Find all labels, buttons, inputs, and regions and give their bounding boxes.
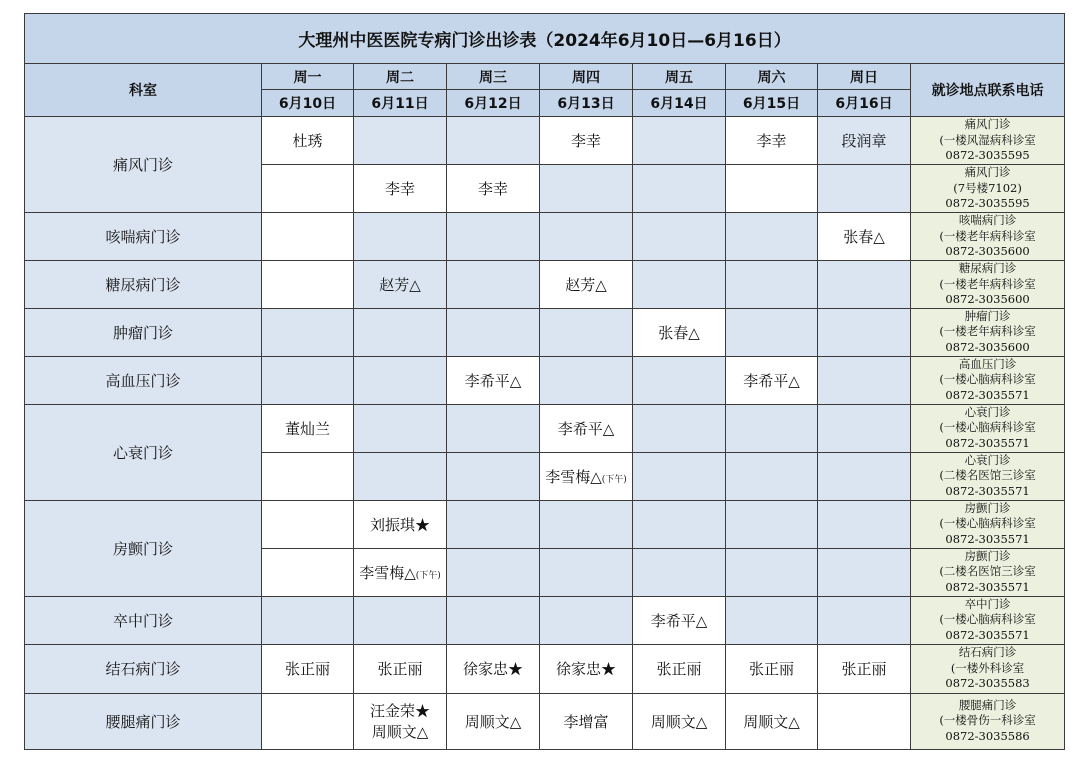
doctor-name: 张春△ (658, 323, 700, 342)
schedule-cell-mon (262, 261, 354, 309)
doctor-name: 张正丽 (748, 660, 794, 678)
schedule-cell-sun (818, 404, 911, 452)
schedule-cell-tue (354, 213, 447, 261)
clinic-name: 心衰门诊 (964, 452, 1011, 467)
clinic-name: 结石病门诊 (958, 645, 1017, 660)
table-row (25, 693, 1065, 749)
schedule-cell-fri (633, 452, 726, 500)
schedule-cell-fri (633, 404, 726, 452)
clinic-name: 腰腿痛门诊 (958, 697, 1017, 712)
department-name: 卒中门诊 (25, 596, 262, 644)
schedule-cell-sat (726, 261, 818, 309)
schedule-cell-sat (726, 693, 818, 749)
schedule-cell-mon (262, 500, 354, 548)
table-row (25, 356, 1065, 404)
header-day-fri: 周五 (633, 64, 726, 90)
schedule-cell-mon (262, 548, 354, 596)
department-name: 高血压门诊 (25, 356, 262, 404)
schedule-cell-mon (262, 213, 354, 261)
schedule-cell-wed (447, 308, 540, 356)
schedule-cell-thu (540, 165, 633, 213)
clinic-room: (一楼心脑病科诊室 (939, 420, 1036, 435)
doctor-name: 李希平△ (743, 371, 800, 390)
doctor-name: 周顺文△ (371, 723, 429, 741)
table-row (25, 596, 1065, 644)
schedule-cell-thu (540, 308, 633, 356)
schedule-cell-thu (540, 500, 633, 548)
department-name: 心衰门诊 (25, 404, 262, 500)
department-name: 肿瘤门诊 (25, 308, 262, 356)
clinic-room: (一楼骨伤一科诊室 (939, 713, 1036, 728)
header-date-wed: 6月12日 (447, 90, 540, 117)
schedule-cell-fri (633, 500, 726, 548)
schedule-cell-thu (540, 693, 633, 749)
doctor-name: 周顺文△ (650, 712, 708, 731)
doctor-name: 徐家忠★ (555, 660, 616, 678)
table-row (25, 261, 1065, 309)
department-name: 糖尿病门诊 (25, 261, 262, 309)
schedule-cell-sat (726, 165, 818, 213)
schedule-cell-mon (262, 452, 354, 500)
location-contact (911, 165, 1065, 213)
schedule-cell-tue (354, 644, 447, 693)
schedule-cell-wed (447, 261, 540, 309)
location-contact (911, 452, 1065, 500)
doctor-name: 汪金荣★ (369, 702, 430, 720)
schedule-cell-sun (818, 261, 911, 309)
location-contact (911, 548, 1065, 596)
schedule-cell-tue (354, 404, 447, 452)
schedule-cell-mon (262, 404, 354, 452)
location-contact (911, 644, 1065, 693)
department-name: 房颤门诊 (25, 500, 262, 596)
schedule-cell-thu (540, 596, 633, 644)
schedule-cell-wed (447, 404, 540, 452)
schedule-table (24, 13, 1065, 750)
header-day-mon: 周一 (262, 64, 354, 90)
schedule-cell-wed (447, 693, 540, 749)
schedule-cell-sun (818, 165, 911, 213)
header-date-sat: 6月15日 (726, 90, 818, 117)
phone-number: 0872-3035571 (945, 627, 1030, 642)
phone-number: 0872-3035595 (945, 196, 1030, 211)
afternoon-note: (下午) (415, 570, 441, 581)
schedule-cell-tue (354, 117, 447, 165)
phone-number: 0872-3035600 (945, 244, 1030, 259)
doctor-name: 张正丽 (377, 660, 423, 678)
doctor-name: 李雪梅△ (545, 467, 602, 486)
header-dept: 科室 (25, 64, 262, 117)
schedule-cell-mon (262, 117, 354, 165)
department-name: 咳喘病门诊 (25, 213, 262, 261)
schedule-cell-mon (262, 644, 354, 693)
schedule-cell-thu (540, 644, 633, 693)
phone-number: 0872-3035571 (945, 387, 1030, 402)
schedule-cell-sat (726, 356, 818, 404)
schedule-cell-mon (262, 165, 354, 213)
schedule-cell-fri (633, 165, 726, 213)
schedule-cell-tue (354, 500, 447, 548)
doctor-name: 张春△ (843, 228, 885, 246)
doctor-name: 徐家忠★ (462, 660, 523, 678)
schedule-cell-tue (354, 693, 447, 749)
schedule-cell-wed (447, 596, 540, 644)
schedule-cell-sun (818, 548, 911, 596)
location-contact (911, 596, 1065, 644)
schedule-cell-sat (726, 117, 818, 165)
schedule-cell-thu (540, 452, 633, 500)
location-contact (911, 356, 1065, 404)
doctor-name: 董灿兰 (284, 419, 330, 438)
clinic-name: 高血压门诊 (958, 356, 1017, 371)
phone-number: 0872-3035571 (945, 483, 1030, 498)
phone-number: 0872-3035586 (945, 728, 1030, 743)
location-contact (911, 500, 1065, 548)
doctor-name: 周顺文△ (464, 712, 522, 731)
schedule-cell-sat (726, 596, 818, 644)
header-day-thu: 周四 (540, 64, 633, 90)
doctor-name: 李雪梅△ (359, 563, 416, 582)
clinic-name: 糖尿病门诊 (958, 261, 1017, 275)
schedule-cell-sat (726, 308, 818, 356)
doctor-name: 赵芳△ (565, 275, 607, 294)
doctor-name: 李希平△ (464, 371, 522, 390)
clinic-room: (一楼老年病科诊室 (939, 276, 1036, 291)
location-contact (911, 404, 1065, 452)
doctor-name: 杜琇 (292, 132, 323, 150)
schedule-cell-tue (354, 356, 447, 404)
schedule-cell-fri (633, 117, 726, 165)
clinic-name: 肿瘤门诊 (964, 308, 1011, 323)
department-name: 腰腿痛门诊 (25, 693, 262, 749)
schedule-cell-sun (818, 117, 911, 165)
doctor-name: 张正丽 (656, 660, 702, 678)
schedule-cell-tue (354, 308, 447, 356)
phone-number: 0872-3035600 (945, 339, 1030, 354)
schedule-cell-fri (633, 644, 726, 693)
clinic-room: (一楼心脑病科诊室 (939, 516, 1036, 531)
schedule-cell-sat (726, 644, 818, 693)
location-contact (911, 261, 1065, 309)
schedule-cell-fri (633, 356, 726, 404)
header-date-thu: 6月13日 (540, 90, 633, 117)
doctor-name: 李幸 (477, 180, 508, 198)
clinic-room: (一楼老年病科诊室 (939, 228, 1036, 243)
clinic-room: (一楼老年病科诊室 (939, 324, 1036, 339)
clinic-room: (7号楼7102) (953, 180, 1022, 195)
department-name: 结石病门诊 (25, 644, 262, 693)
schedule-cell-mon (262, 693, 354, 749)
clinic-name: 痛风门诊 (964, 165, 1011, 180)
schedule-cell-mon (262, 308, 354, 356)
schedule-cell-sun (818, 596, 911, 644)
doctor-name: 张正丽 (284, 660, 330, 678)
clinic-name: 痛风门诊 (964, 117, 1011, 132)
schedule-cell-sat (726, 548, 818, 596)
schedule-cell-sat (726, 404, 818, 452)
schedule-cell-fri (633, 308, 726, 356)
table-row (25, 404, 1065, 452)
schedule-cell-wed (447, 644, 540, 693)
schedule-cell-tue (354, 165, 447, 213)
table-row (25, 308, 1065, 356)
clinic-name: 卒中门诊 (964, 596, 1011, 611)
header-date-mon: 6月10日 (262, 90, 354, 117)
schedule-cell-tue (354, 548, 447, 596)
clinic-room: (二楼名医馆三诊室 (939, 468, 1036, 483)
clinic-room: (一楼心脑病科诊室 (939, 612, 1036, 627)
phone-number: 0872-3035571 (945, 435, 1030, 450)
table-row (25, 500, 1065, 548)
doctor-name: 李幸 (384, 180, 415, 198)
clinic-room: (二楼名医馆三诊室 (939, 564, 1036, 579)
doctor-name: 段润章 (841, 132, 887, 150)
schedule-cell-wed (447, 500, 540, 548)
schedule-cell-wed (447, 452, 540, 500)
schedule-cell-fri (633, 693, 726, 749)
schedule-cell-sun (818, 452, 911, 500)
doctor-name: 赵芳△ (379, 275, 421, 294)
phone-number: 0872-3035571 (945, 531, 1030, 546)
schedule-cell-thu (540, 548, 633, 596)
doctor-name: 李希平△ (650, 611, 708, 630)
header-day-sun: 周日 (818, 64, 911, 90)
schedule-cell-thu (540, 213, 633, 261)
clinic-name: 房颤门诊 (964, 500, 1011, 515)
schedule-cell-sun (818, 356, 911, 404)
doctor-name: 刘振琪★ (369, 515, 430, 534)
location-contact (911, 213, 1065, 261)
schedule-cell-fri (633, 548, 726, 596)
header-date-sun: 6月16日 (818, 90, 911, 117)
schedule-cell-fri (633, 261, 726, 309)
schedule-cell-wed (447, 165, 540, 213)
header-day-sat: 周六 (726, 64, 818, 90)
phone-number: 0872-3035571 (945, 579, 1030, 594)
header-day-tue: 周二 (354, 64, 447, 90)
clinic-room: (一楼外科诊室 (950, 660, 1025, 675)
clinic-room: (一楼风湿病科诊室 (939, 132, 1036, 147)
phone-number: 0872-3035583 (945, 676, 1030, 691)
phone-number: 0872-3035595 (945, 148, 1030, 163)
clinic-name: 咳喘病门诊 (958, 213, 1017, 228)
doctor-name: 周顺文△ (743, 712, 800, 731)
afternoon-note: (下午) (601, 474, 627, 485)
doctor-name: 张正丽 (841, 660, 887, 678)
schedule-cell-sat (726, 452, 818, 500)
schedule-cell-sun (818, 213, 911, 261)
schedule-cell-sun (818, 308, 911, 356)
doctor-name: 李希平△ (557, 419, 615, 438)
clinic-name: 心衰门诊 (964, 404, 1011, 419)
phone-number: 0872-3035600 (945, 292, 1030, 306)
header-location: 就诊地点联系电话 (911, 64, 1065, 117)
schedule-cell-tue (354, 261, 447, 309)
schedule-cell-thu (540, 117, 633, 165)
schedule-cell-sun (818, 500, 911, 548)
header-day-wed: 周三 (447, 64, 540, 90)
schedule-cell-thu (540, 404, 633, 452)
header-date-tue: 6月11日 (354, 90, 447, 117)
location-contact (911, 117, 1065, 165)
schedule-cell-mon (262, 356, 354, 404)
schedule-cell-wed (447, 548, 540, 596)
schedule-cell-sun (818, 693, 911, 749)
location-contact (911, 693, 1065, 749)
location-contact (911, 308, 1065, 356)
schedule-cell-tue (354, 452, 447, 500)
page-title: 大理州中医医院专病门诊出诊表（2024年6月10日—6月16日） (25, 14, 1065, 64)
schedule-cell-mon (262, 596, 354, 644)
schedule-cell-sun (818, 644, 911, 693)
schedule-cell-fri (633, 213, 726, 261)
schedule-cell-sat (726, 500, 818, 548)
schedule-cell-wed (447, 117, 540, 165)
doctor-name: 李幸 (570, 132, 601, 150)
table-row (25, 213, 1065, 261)
table-row (25, 117, 1065, 165)
schedule-cell-fri (633, 596, 726, 644)
clinic-name: 房颤门诊 (964, 548, 1011, 563)
doctor-name: 李幸 (756, 132, 787, 150)
schedule-cell-wed (447, 356, 540, 404)
department-name: 痛风门诊 (25, 117, 262, 213)
schedule-cell-sat (726, 213, 818, 261)
clinic-room: (一楼心脑病科诊室 (939, 372, 1036, 387)
schedule-body (25, 14, 1065, 750)
schedule-cell-thu (540, 356, 633, 404)
schedule-cell-thu (540, 261, 633, 309)
schedule-cell-wed (447, 213, 540, 261)
schedule-cell-tue (354, 596, 447, 644)
doctor-name: 李增富 (563, 712, 609, 731)
table-row (25, 644, 1065, 693)
header-date-fri: 6月14日 (633, 90, 726, 117)
